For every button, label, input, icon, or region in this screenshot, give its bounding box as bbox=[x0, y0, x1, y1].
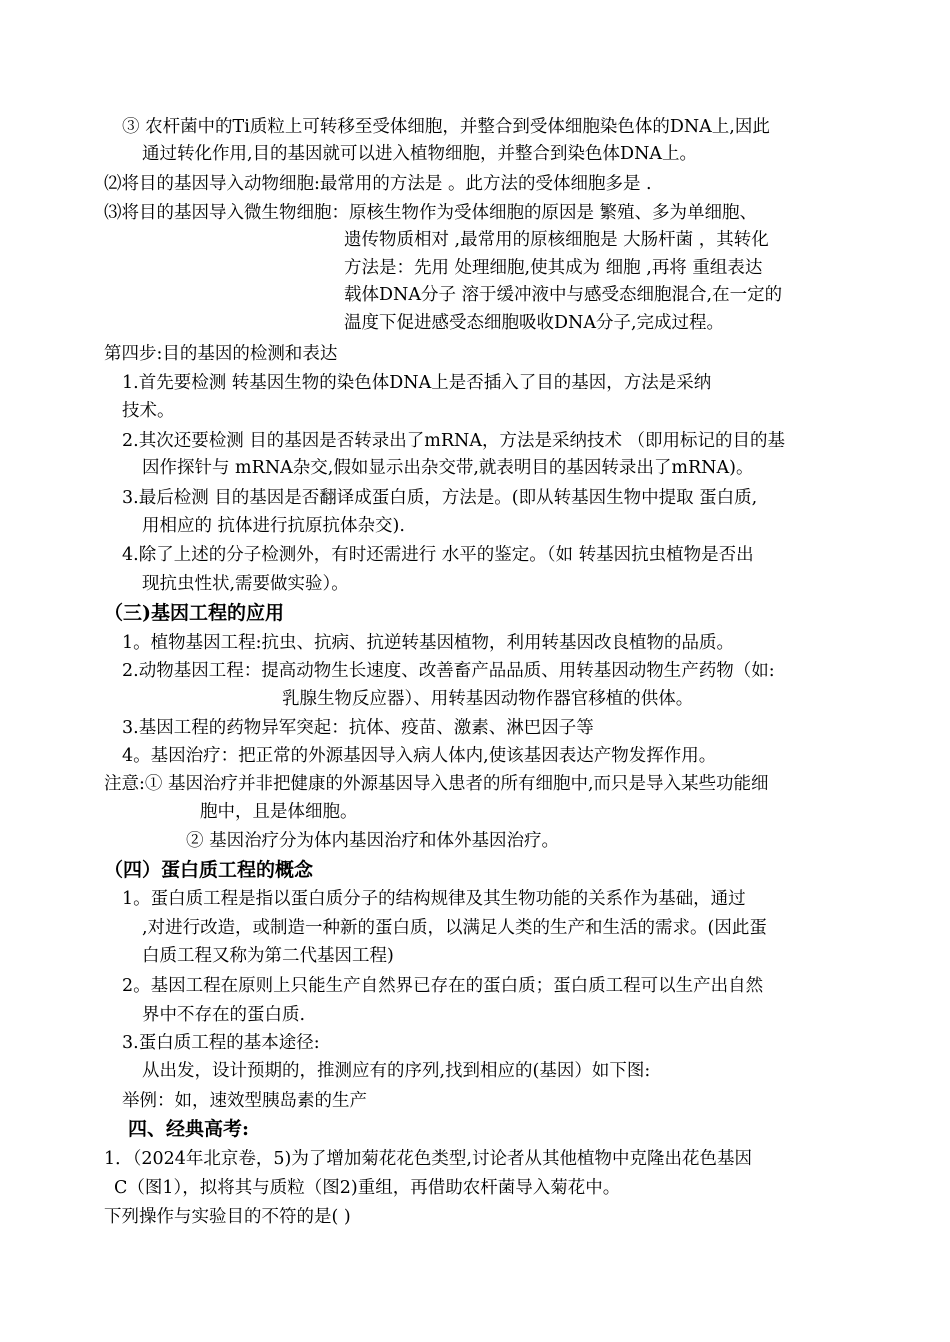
text-line: ② 基因治疗分为体内基因治疗和体外基因治疗。 bbox=[186, 831, 560, 851]
question-text: C（图1），拟将其与质粒（图2)重组，再借助农杆菌导入菊花中。 bbox=[114, 1178, 621, 1198]
text-line: 3.最后检测 目的基因是否翻译成蛋白质，方法是。(即从转基因生物中提取 蛋白质, bbox=[122, 488, 758, 508]
text-line: 白质工程又称为第二代基因工程) bbox=[142, 946, 394, 966]
text-line: 界中不存在的蛋白质. bbox=[142, 1005, 306, 1025]
text-line: 4.除了上述的分子检测外，有时还需进行 水平的鉴定。（如 转基因抗虫植物是否出 bbox=[122, 545, 754, 565]
question-text: 下列操作与实验目的不符的是( ) bbox=[104, 1207, 351, 1227]
text-line: 注意:① 基因治疗并非把健康的外源基因导入患者的所有细胞中,而只是导入某些功能细 bbox=[104, 774, 769, 794]
text-line: 用相应的 抗体进行抗原抗体杂交). bbox=[142, 516, 405, 536]
text-line: 胞中，且是体细胞。 bbox=[200, 802, 358, 822]
section-heading: （三)基因工程的应用 bbox=[104, 602, 284, 624]
section-heading: （四）蛋白质工程的概念 bbox=[104, 859, 314, 881]
section-heading: 四、经典高考: bbox=[128, 1118, 250, 1140]
text-line: 温度下促进感受态细胞吸收DNA分子,完成过程。 bbox=[344, 313, 725, 333]
text-line: 2。基因工程在原则上只能生产自然界已存在的蛋白质；蛋白质工程可以生产出自然 bbox=[122, 976, 764, 996]
question-text: 1．（2024年北京卷，5)为了增加菊花花色类型,讨论者从其他植物中克隆出花色基因 bbox=[104, 1149, 752, 1169]
text-line: 2.其次还要检测 目的基因是否转录出了mRNA，方法是采纳技术 （即用标记的目的基 bbox=[122, 431, 786, 451]
text-line: 3.蛋白质工程的基本途径: bbox=[122, 1033, 320, 1053]
text-line: 3.基因工程的药物异军突起：抗体、疫苗、激素、淋巴因子等 bbox=[122, 718, 594, 738]
text-line: 从出发，设计预期的，推测应有的序列,找到相应的(基因）如下图: bbox=[142, 1061, 651, 1081]
text-line: 举例：如，速效型胰岛素的生产 bbox=[122, 1091, 367, 1111]
text-line: ⑵将目的基因导入动物细胞:最常用的方法是 。此方法的受体细胞多是 . bbox=[104, 174, 652, 194]
text-line: 遗传物质相对 ,最常用的原核细胞是 大肠杆菌 ，其转化 bbox=[344, 230, 769, 250]
text-line: 乳腺生物反应器）、用转基因动物作器官移植的供体。 bbox=[282, 689, 694, 709]
text-line: 现抗虫性状,需要做实验）。 bbox=[142, 574, 349, 594]
text-line: 方法是：先用 处理细胞,使其成为 细胞 ,再将 重组表达 bbox=[344, 258, 763, 278]
text-line: ,对进行改造，或制造一种新的蛋白质，以满足人类的生产和生活的需求。(因此蛋 bbox=[142, 918, 767, 938]
text-line: 载体DNA分子 溶于缓冲液中与感受态细胞混合,在一定的 bbox=[344, 285, 783, 305]
text-line: ③ 农杆菌中的Ti质粒上可转移至受体细胞，并整合到受体细胞染色体的DNA上,因此 bbox=[122, 117, 770, 137]
text-line: 2.动物基因工程：提高动物生长速度、改善畜产品品质、用转基因动物生产药物（如: bbox=[122, 661, 775, 681]
text-line: 通过转化作用,目的基因就可以进入植物细胞，并整合到染色体DNA上。 bbox=[142, 144, 698, 164]
section-heading: 第四步:目的基因的检测和表达 bbox=[104, 344, 338, 364]
text-line: 1.首先要检测 转基因生物的染色体DNA上是否插入了目的基因，方法是采纳 bbox=[122, 373, 712, 393]
text-line: 1。植物基因工程:抗虫、抗病、抗逆转基因植物，利用转基因改良植物的品质。 bbox=[122, 633, 735, 653]
text-line: 1。蛋白质工程是指以蛋白质分子的结构规律及其生物功能的关系作为基础，通过 bbox=[122, 889, 746, 909]
text-line: 4。基因治疗：把正常的外源基因导入病人体内,使该基因表达产物发挥作用。 bbox=[122, 746, 717, 766]
text-line: 因作探针与 mRNA杂交,假如显示出杂交带,就表明目的基因转录出了mRNA)。 bbox=[142, 458, 754, 478]
text-line: 技术。 bbox=[122, 401, 175, 421]
text-line: ⑶将目的基因导入微生物细胞：原核生物作为受体细胞的原因是 繁殖、多为单细胞、 bbox=[104, 203, 758, 223]
